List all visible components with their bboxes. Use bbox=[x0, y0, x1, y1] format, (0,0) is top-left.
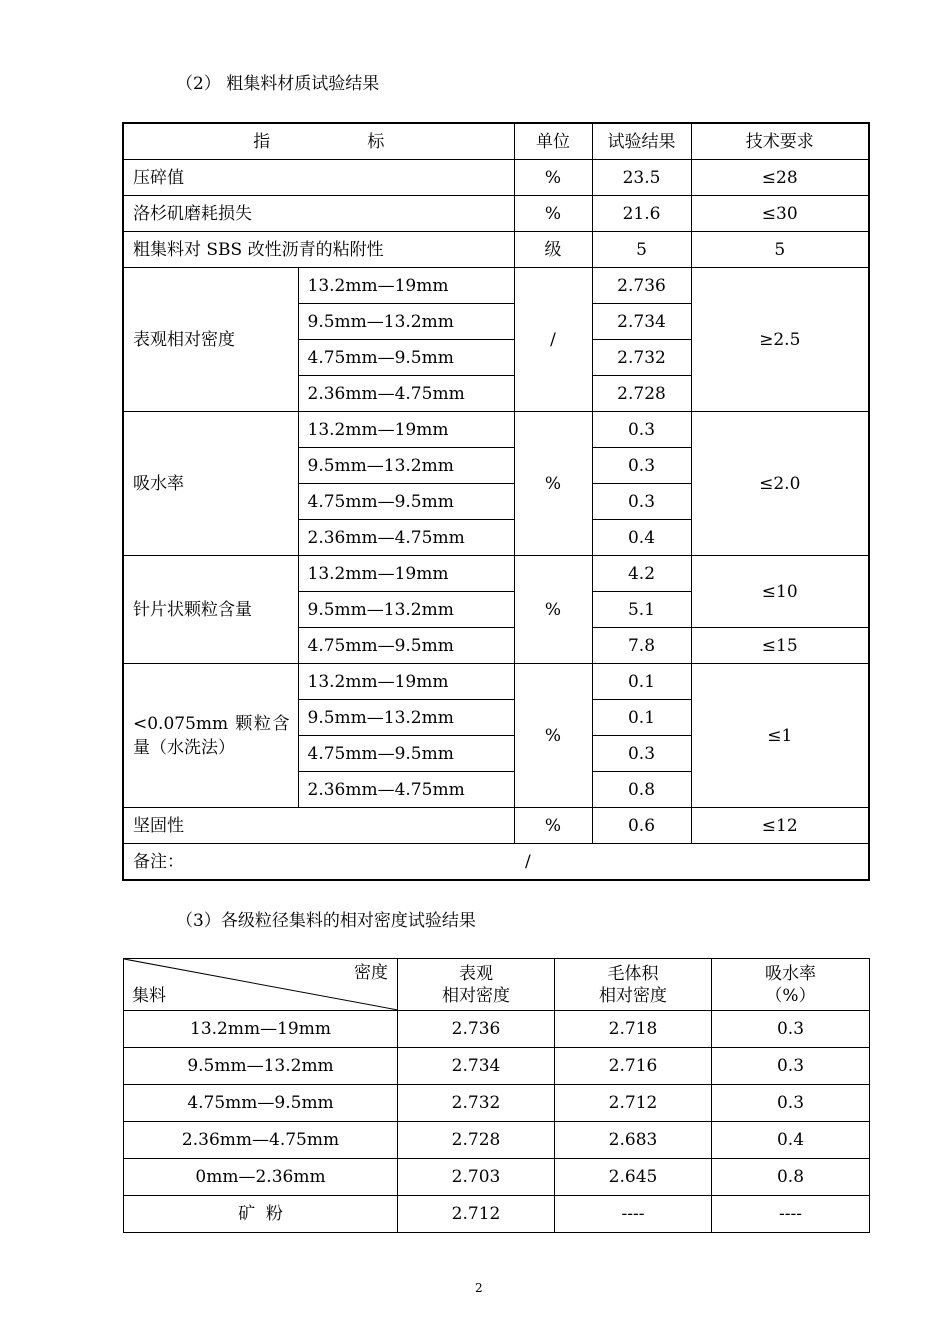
table-row bbox=[123, 196, 869, 232]
size-cell: 2.36mm—4.75mm bbox=[298, 772, 514, 808]
bulk-cell: 2.645 bbox=[555, 1159, 712, 1196]
row-requirement: ≤2.0 bbox=[691, 412, 869, 556]
header-requirement: 技术要求 bbox=[691, 123, 869, 160]
header-line: （%） bbox=[765, 985, 816, 1006]
bulk-cell: 2.716 bbox=[555, 1048, 712, 1085]
table-header-row bbox=[123, 123, 869, 160]
fines-name-line1: <0.075mm 颗粒含 bbox=[133, 713, 290, 734]
row-name: 粗集料对 SBS 改性沥青的粘附性 bbox=[123, 232, 514, 268]
agg-cell: 13.2mm—19mm bbox=[124, 1011, 398, 1048]
row-name: 压碎值 bbox=[123, 160, 514, 196]
remark-row bbox=[123, 844, 869, 881]
size-cell: 4.75mm—9.5mm bbox=[298, 736, 514, 772]
table-row bbox=[123, 808, 869, 844]
table-row bbox=[123, 232, 869, 268]
row-unit: 级 bbox=[514, 232, 592, 268]
table-row bbox=[123, 664, 869, 700]
fines-name-line2: 量（水洗法） bbox=[133, 737, 235, 758]
row-result: 0.3 bbox=[592, 484, 691, 520]
agg-cell: 2.36mm—4.75mm bbox=[124, 1122, 398, 1159]
table-row bbox=[124, 1196, 870, 1233]
corner-bottom-label: 集料 bbox=[132, 986, 166, 1006]
table-row bbox=[123, 160, 869, 196]
header-result: 试验结果 bbox=[592, 123, 691, 160]
size-cell: 4.75mm—9.5mm bbox=[298, 484, 514, 520]
header-line: 相对密度 bbox=[599, 985, 667, 1006]
row-result: 23.5 bbox=[592, 160, 691, 196]
row-result: 2.736 bbox=[592, 268, 691, 304]
row-result: 0.8 bbox=[592, 772, 691, 808]
agg-cell: 0mm—2.36mm bbox=[124, 1159, 398, 1196]
size-cell: 4.75mm—9.5mm bbox=[298, 628, 514, 664]
size-cell: 13.2mm—19mm bbox=[298, 412, 514, 448]
agg-cell: 9.5mm—13.2mm bbox=[124, 1048, 398, 1085]
size-cell: 13.2mm—19mm bbox=[298, 268, 514, 304]
remark-cell bbox=[123, 844, 869, 881]
row-requirement: ≤15 bbox=[691, 628, 869, 664]
row-result: 0.4 bbox=[592, 520, 691, 556]
row-requirement: ≤1 bbox=[691, 664, 869, 808]
table-row bbox=[123, 412, 869, 448]
size-cell: 9.5mm—13.2mm bbox=[298, 592, 514, 628]
row-requirement: ≤28 bbox=[691, 160, 869, 196]
apparent-cell: 2.728 bbox=[398, 1122, 555, 1159]
row-result: 7.8 bbox=[592, 628, 691, 664]
row-requirement: 5 bbox=[691, 232, 869, 268]
apparent-cell: 2.732 bbox=[398, 1085, 555, 1122]
table-row bbox=[124, 1011, 870, 1048]
size-cell: 2.36mm—4.75mm bbox=[298, 376, 514, 412]
table-row bbox=[124, 1159, 870, 1196]
row-result: 2.728 bbox=[592, 376, 691, 412]
row-unit: / bbox=[514, 268, 592, 412]
size-cell: 13.2mm—19mm bbox=[298, 556, 514, 592]
row-unit: % bbox=[514, 412, 592, 556]
agg-cell: 4.75mm—9.5mm bbox=[124, 1085, 398, 1122]
table-row bbox=[124, 1122, 870, 1159]
row-requirement: ≥2.5 bbox=[691, 268, 869, 412]
apparent-cell: 2.703 bbox=[398, 1159, 555, 1196]
table-row bbox=[123, 556, 869, 592]
absorption-cell: 0.3 bbox=[712, 1085, 870, 1122]
bulk-cell: ---- bbox=[555, 1196, 712, 1233]
size-cell: 2.36mm—4.75mm bbox=[298, 520, 514, 556]
row-result: 4.2 bbox=[592, 556, 691, 592]
row-result: 0.3 bbox=[592, 736, 691, 772]
bulk-cell: 2.718 bbox=[555, 1011, 712, 1048]
apparent-cell: 2.712 bbox=[398, 1196, 555, 1233]
row-result: 0.6 bbox=[592, 808, 691, 844]
bulk-cell: 2.683 bbox=[555, 1122, 712, 1159]
row-result: 0.1 bbox=[592, 664, 691, 700]
coarse-aggregate-table bbox=[122, 122, 870, 881]
size-cell: 4.75mm—9.5mm bbox=[298, 340, 514, 376]
row-result: 0.3 bbox=[592, 412, 691, 448]
row-result: 0.1 bbox=[592, 700, 691, 736]
row-result: 21.6 bbox=[592, 196, 691, 232]
corner-top-label: 密度 bbox=[354, 963, 388, 983]
header-line: 吸水率 bbox=[765, 963, 816, 984]
absorption-cell: ---- bbox=[712, 1196, 870, 1233]
row-unit: % bbox=[514, 664, 592, 808]
header-line: 表观 bbox=[459, 963, 493, 984]
absorption-cell: 0.3 bbox=[712, 1048, 870, 1085]
table-row bbox=[123, 268, 869, 304]
remark-label: 备注： bbox=[133, 852, 184, 872]
size-cell: 9.5mm—13.2mm bbox=[298, 304, 514, 340]
section3-title: （3）各级粒径集料的相对密度试验结果 bbox=[176, 911, 476, 931]
header-line: 相对密度 bbox=[442, 985, 510, 1006]
table-row bbox=[124, 1085, 870, 1122]
absorption-cell: 0.3 bbox=[712, 1011, 870, 1048]
row-result: 2.734 bbox=[592, 304, 691, 340]
absorption-cell: 0.4 bbox=[712, 1122, 870, 1159]
row-name bbox=[123, 664, 298, 808]
row-name: 吸水率 bbox=[123, 412, 298, 556]
header-absorption bbox=[712, 959, 870, 1011]
apparent-cell: 2.736 bbox=[398, 1011, 555, 1048]
row-unit: % bbox=[514, 196, 592, 232]
header-indicator: 指 标 bbox=[123, 123, 514, 160]
row-name: 表观相对密度 bbox=[123, 268, 298, 412]
header-line: 毛体积 bbox=[607, 963, 659, 984]
remark-value: / bbox=[525, 852, 531, 872]
header-bulk bbox=[555, 959, 712, 1011]
agg-cell: 矿 粉 bbox=[124, 1196, 398, 1233]
row-requirement: ≤10 bbox=[691, 556, 869, 628]
row-requirement: ≤30 bbox=[691, 196, 869, 232]
row-result: 5 bbox=[592, 232, 691, 268]
header-apparent bbox=[398, 959, 555, 1011]
table-header-row bbox=[124, 959, 870, 1011]
row-requirement: ≤12 bbox=[691, 808, 869, 844]
size-cell: 9.5mm—13.2mm bbox=[298, 700, 514, 736]
table-row bbox=[124, 1048, 870, 1085]
row-result: 0.3 bbox=[592, 448, 691, 484]
corner-header-cell bbox=[124, 959, 398, 1011]
size-cell: 9.5mm—13.2mm bbox=[298, 448, 514, 484]
row-result: 2.732 bbox=[592, 340, 691, 376]
row-name: 针片状颗粒含量 bbox=[123, 556, 298, 664]
density-table bbox=[123, 958, 870, 1233]
row-name: 坚固性 bbox=[123, 808, 514, 844]
row-name: 洛杉矶磨耗损失 bbox=[123, 196, 514, 232]
absorption-cell: 0.8 bbox=[712, 1159, 870, 1196]
row-unit: % bbox=[514, 556, 592, 664]
section2-title: （2） 粗集料材质试验结果 bbox=[176, 74, 380, 94]
row-unit: % bbox=[514, 808, 592, 844]
row-result: 5.1 bbox=[592, 592, 691, 628]
apparent-cell: 2.734 bbox=[398, 1048, 555, 1085]
bulk-cell: 2.712 bbox=[555, 1085, 712, 1122]
page-number: 2 bbox=[475, 1281, 483, 1295]
header-unit: 单位 bbox=[514, 123, 592, 160]
row-unit: % bbox=[514, 160, 592, 196]
size-cell: 13.2mm—19mm bbox=[298, 664, 514, 700]
